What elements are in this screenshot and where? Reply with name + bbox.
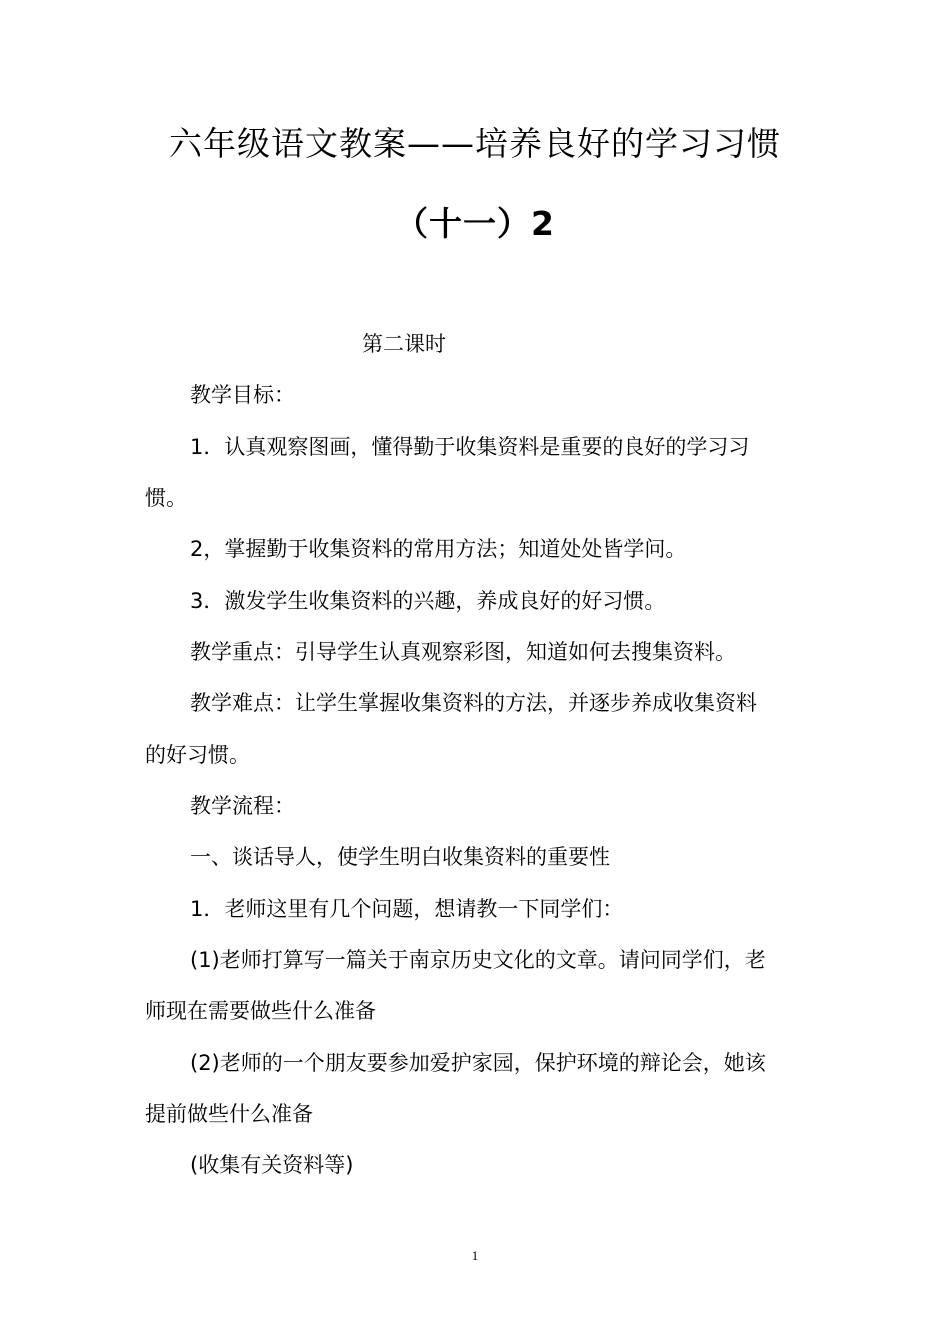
question-1-line-2: 师现在需要做些什么准备 xyxy=(145,999,376,1023)
question-1-line-1: (1)老师打算写一篇关于南京历史文化的文章。请问同学们，老 xyxy=(190,948,766,972)
difficulty-line-1: 教学难点：让学生掌握收集资料的方法，并逐步养成收集资料 xyxy=(190,691,757,715)
objective-1-line-1: 1．认真观察图画，懂得勤于收集资料是重要的良好的学习习 xyxy=(190,435,750,459)
lesson-heading: 第二课时 xyxy=(362,332,446,356)
document-title-line-1: 六年级语文教案——培养良好的学习习惯 xyxy=(169,124,781,163)
item-1: 1．老师这里有几个问题，想请教一下同学们： xyxy=(190,897,624,921)
section-1-heading: 一、谈话导人，使学生明白收集资料的重要性 xyxy=(190,845,610,869)
objective-3: 3．激发学生收集资料的兴趣，养成良好的好习惯。 xyxy=(190,589,666,613)
document-title-line-2: （十一）2 xyxy=(395,204,555,243)
question-2-line-1: (2)老师的一个朋友要参加爱护家园，保护环境的辩论会，她该 xyxy=(190,1051,766,1075)
answer-note: (收集有关资料等) xyxy=(190,1153,354,1177)
question-2-line-2: 提前做些什么准备 xyxy=(145,1102,313,1126)
objective-2: 2，掌握勤于收集资料的常用方法；知道处处皆学问。 xyxy=(190,537,687,561)
objectives-heading: 教学目标： xyxy=(190,383,295,407)
objective-1-line-2: 惯。 xyxy=(145,486,187,510)
process-heading: 教学流程： xyxy=(190,794,295,818)
difficulty-line-2: 的好习惯。 xyxy=(145,743,250,767)
page-number: 1 xyxy=(471,1248,479,1263)
key-point: 教学重点：引导学生认真观察彩图，知道如何去搜集资料。 xyxy=(190,640,736,664)
